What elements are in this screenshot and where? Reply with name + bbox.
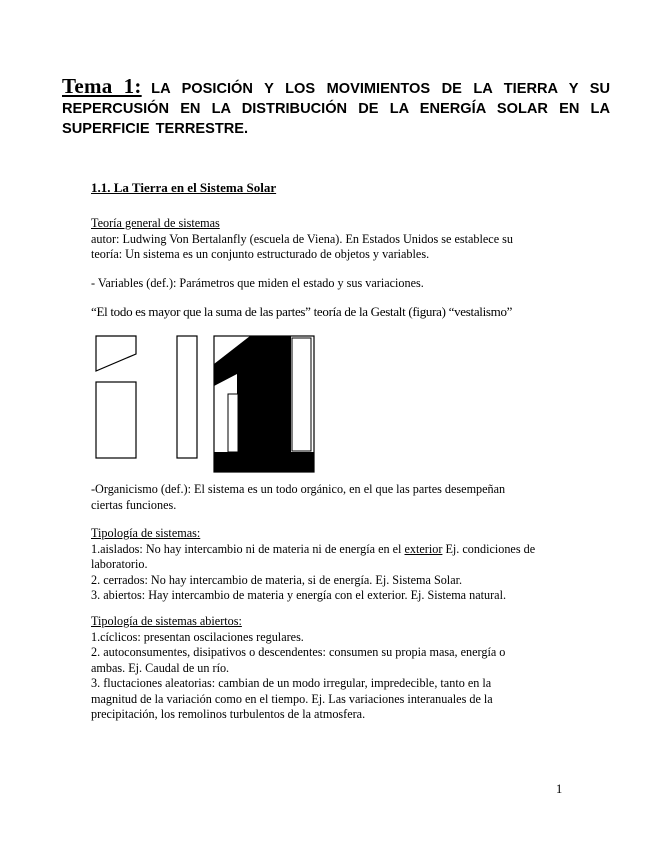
tipologia-block xyxy=(91,526,571,604)
page-number: 1 xyxy=(556,782,563,796)
tipologia-heading: Tipología de sistemas: xyxy=(91,526,201,540)
tipologia-item-1-cont: laboratorio. xyxy=(91,557,148,571)
variables-line: - Variables (def.): Parámetros que miden el estado y sus variaciones. xyxy=(91,276,424,290)
abiertos-line-4: 3. fluctaciones aleatorias: cambian de un modo irregular, impredecible, tanto en la xyxy=(91,676,492,690)
abiertos-block xyxy=(91,614,561,723)
gestalt-figure xyxy=(95,334,320,474)
gestalt-quote: “El todo es mayor que la suma de las partes” teoría de la Gestalt (figura) “vestalismo” xyxy=(91,304,513,319)
organicismo-line-1: -Organicismo (def.): El sistema es un todo orgánico, en el que las partes desempeñan xyxy=(91,482,506,496)
tipologia-item-3: 3. abiertos: Hay intercambio de materia y energía con el exterior. Ej. Sistema natural. xyxy=(91,588,507,602)
abiertos-line-1: 1.cíclicos: presentan oscilaciones regulares. xyxy=(91,629,304,644)
figure-inner-left xyxy=(228,394,238,452)
teoria-line-2: teoría: Un sistema es un conjunto estructurado de objetos y variables. xyxy=(91,247,430,261)
abiertos-line-5: magnitud de la variación como en el tiempo. Ej. Las variaciones interanuales de la xyxy=(91,691,493,706)
abiertos-line-2: 2. autoconsumentes, disipativos o descendentes: consumen su propia masa, energía o xyxy=(91,645,506,659)
title-tema: Tema 1: xyxy=(62,74,142,98)
title-text: LA POSICIÓN Y LOS MOVIMIENTOS DE LA TIERRA Y SU REPERCUSIÓN EN LA DISTRIBUCIÓN DE LA ENERGÍA SOLAR EN LA SUPERFICIE TERRESTRE. xyxy=(62,81,610,137)
figure-middle-rect xyxy=(177,336,197,458)
abiertos-line-3: ambas. Ej. Caudal de un río. xyxy=(91,660,230,675)
tipologia-item-2: 2. cerrados: No hay intercambio de materia, si de energía. Ej. Sistema Solar. xyxy=(91,572,463,587)
organicismo-line-2: ciertas funciones. xyxy=(91,497,177,512)
teoria-heading: Teoría general de sistemas xyxy=(91,216,220,230)
tipologia-item-1: 1.aislados: No hay intercambio ni de materia ni de energía en el exterior Ej. condiciones de xyxy=(91,541,536,556)
figure-inner-right xyxy=(292,338,311,451)
section-heading: 1.1. La Tierra en el Sistema Solar xyxy=(91,180,277,195)
teoria-line-1: autor: Ludwing Von Bertalanfly (escuela de Viena). En Estados Unidos se establece su xyxy=(91,231,513,246)
figure-left-rect xyxy=(96,382,136,458)
figure-slanted-shape xyxy=(96,336,136,371)
teoria-block xyxy=(91,216,571,263)
abiertos-line-6: precipitación, los remolinos turbulentos de la atmosfera. xyxy=(91,707,366,721)
organicismo-block xyxy=(91,482,571,513)
page-title xyxy=(62,76,610,139)
abiertos-heading: Tipología de sistemas abiertos: xyxy=(91,614,242,628)
